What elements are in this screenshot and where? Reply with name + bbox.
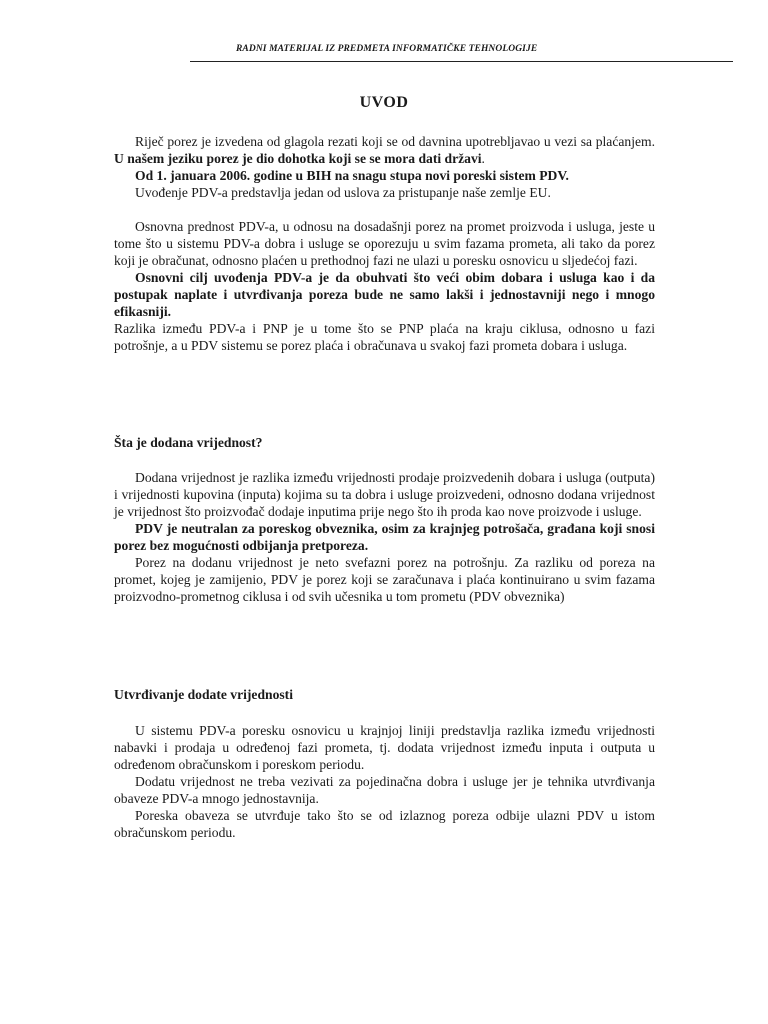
determination-paragraph-3: Poreska obaveza se utvrđuje tako što se od izlaznog poreza odbije ulazni PDV u istom obračunskom periodu. [114, 808, 655, 840]
section-added-value [114, 469, 655, 605]
intro-paragraph-5: Osnovni cilj uvođenja PDV-a je da obuhvati što veći obim dobara i usluga kao i da postupak naplate i utvrđivanja poreza bude ne samo lakši i jednostavniji nego i mnogo efikasniji. [114, 270, 655, 319]
running-header [190, 44, 733, 62]
determination-paragraph-1: U sistemu PDV-a poresku osnovicu u krajnjoj liniji predstavlja razlika između vrijednosti nabavki i prodaja u određenoj fazi prometa, tj. dodata vrijednost između inputa i outputa u određenom obračunskom i poreskom periodu. [114, 723, 655, 772]
intro-paragraph-1 [114, 133, 655, 167]
added-value-paragraph-2: PDV je neutralan za poreskog obveznika, osim za krajnjeg potrošača, građana koji snosi porez bez mogućnosti odbijanja pretporeza. [114, 521, 655, 553]
intro-paragraph-2: Od 1. januara 2006. godine u BIH na snagu stupa novi poreski sistem PDV. [135, 168, 569, 183]
intro-paragraph-1-end: . [481, 151, 485, 166]
running-header-title: RADNI MATERIJAL IZ PREDMETA INFORMATIČKE TEHNOLOGIJE [236, 44, 538, 54]
intro-paragraph-1-bold: U našem jeziku porez je dio dohotka koji se se mora dati državi [114, 151, 482, 166]
document-title: UVOD [359, 94, 409, 111]
section-determination [114, 722, 655, 841]
intro-section [114, 133, 655, 354]
intro-paragraph-6: Razlika između PDV-a i PNP je u tome što se PNP plaća na kraju ciklusa, odnosno u fazi potrošnje, a u PDV sistemu se porez plaća i obračunava u svakoj fazi prometa dobara i usluga. [114, 321, 655, 353]
determination-paragraph-2: Dodatu vrijednost ne treba vezivati za pojedinačna dobra i usluge jer je tehnika utvrđivanja obaveze PDV-a mnogo jednostavnija. [114, 774, 655, 806]
intro-paragraph-1-text: Riječ porez je izvedena od glagola rezati koji se od davnina upotrebljavao u vezi sa plaćanjem. [135, 134, 655, 149]
intro-paragraph-4: Osnovna prednost PDV-a, u odnosu na dosadašnji porez na promet proizvoda i usluga, jeste u tome što u sistemu PDV-a dobra i usluge se oporezuju u svim fazama prometa, ali tako da porez koji je obračunat, odnosno plaćen u prethodnoj fazi ne ulazi u poresku osnovicu u sljedećoj fazi. [114, 219, 655, 268]
section-heading-added-value: Šta je dodana vrijednost? [114, 435, 263, 450]
intro-paragraph-3: Uvođenje PDV-a predstavlja jedan od uslova za pristupanje naše zemlje EU. [135, 185, 551, 200]
section-heading-determination: Utvrđivanje dodate vrijednosti [114, 687, 293, 702]
added-value-paragraph-3: Porez na dodanu vrijednost je neto svefazni porez na potrošnju. Za razliku od poreza na promet, kojeg je zamijenio, PDV je porez koji se zaračunava i plaća kontinuirano u svim fazama proizvodno-prometnog ciklusa i od svih učesnika u tom prometu (PDV obveznika) [114, 555, 655, 604]
added-value-paragraph-1: Dodana vrijednost je razlika između vrijednosti prodaje proizvedenih dobara i usluga (outputa) i vrijednosti kupovina (inputa) kojima su ta dobra i usluge proizvedeni, odnosno dodana vrijednost je vrijednost što proizvođač dodaje inputima prije nego što ih proda kao nove proizvode i usluge. [114, 470, 655, 519]
